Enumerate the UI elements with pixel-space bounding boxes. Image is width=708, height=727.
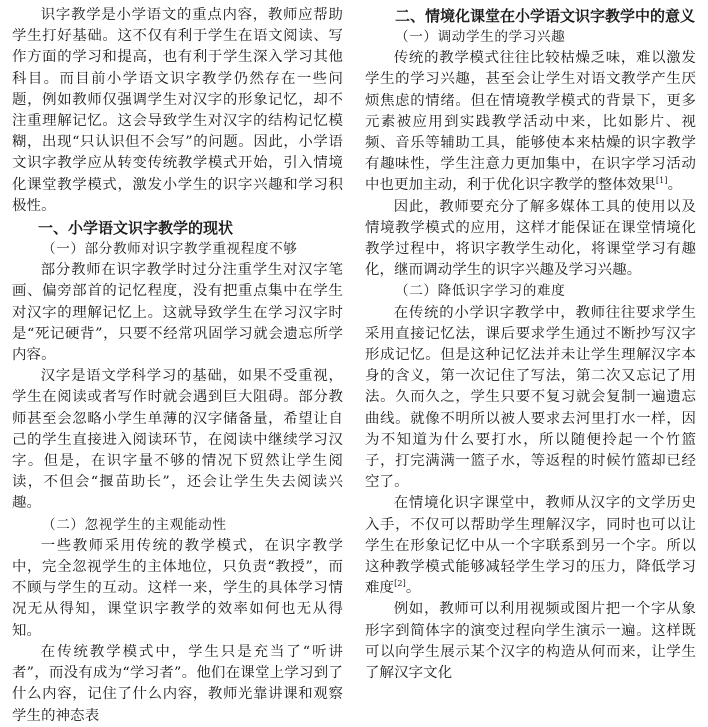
section-heading-current-status: 一、小学语文识字教学的现状	[38, 219, 234, 238]
paragraph: 例如，教师可以利用视频或图片把一个字从象形字到简体字的演变过程向学生演示一遍。这样既可以向学生展示某个汉字的构造从何而来，让学生了解汉字文化	[365, 601, 696, 682]
subheading-teacher-attention: （一）部分教师对识字教学重视程度不够	[42, 241, 298, 258]
right-column	[365, 5, 696, 684]
paragraph-end: 。	[405, 580, 421, 597]
section-heading-significance: 二、情境化课堂在小学语文识字教学中的意义	[395, 7, 696, 25]
paragraph-end: 。	[667, 177, 683, 194]
paragraph: 因此，教师要充分了解多媒体工具的使用以及情境教学模式的应用，这样才能保证在课堂情境化教学过程中，将识字教学生动化，将课堂学习有趣化，继而调动学生的识字兴趣及学习兴趣。	[365, 198, 696, 279]
paragraph: 在传统教学模式中，学生只是充当了“听讲者”，而没有成为“学习者”。他们在课堂上学习到了什么内容，记住了什么内容，教师光靠讲课和观察学生的神态表	[12, 643, 343, 724]
left-column	[12, 5, 343, 727]
paragraph-text: 传统的教学模式往往比较枯燥乏味，难以激发学生的学习兴趣，甚至会让学生对语文教学产生厌烦焦虑的情绪。但在情境教学模式的背景下，更多元素被应用到实践教学活动中来，比如影片、视频、音乐等辅助工具，能够使本来枯燥的识字教学有趣味性，学生注意力更加集中，在识字学习活动中也更加主动，利于优化识字教学的整体效果	[365, 50, 696, 194]
paragraph	[365, 48, 696, 196]
paragraph: 在传统的小学识字教学中，教师往往要求学生采用直接记忆法，课后要求学生通过不断抄写汉字形成记忆。但是这种记忆法并未让学生理解汉字本身的含义，第一次记住了写法，第二次又忘记了用法。久而久之，学生只要不复习就会复制一遍遗忘曲线。就像不明所以被人要求去河里打水一样，因为不知道为什么要打水，所以随便拎起一个竹篮子，打完满满一篮子水，等返程的时候竹篮却已经空了。	[365, 304, 696, 491]
intro-paragraph: 识字教学是小学语文的重点内容，教师应帮助学生打好基础。这不仅有利于学生在语文阅读、写作方面的学习和提高，也有利于学生深入学习其他科目。而目前小学语文识字教学仍然存在一些问题，例如教师仅强调学生对汉字的形象记忆，却不注重理解记忆。这会导致学生对汉字的结构记忆模糊，出现“只认识但不会写”的问题。因此，小学语文识字教学应从转变传统教学模式开始，引入情境化课堂教学模式，激发小学生的识字兴趣和学习积极性。	[12, 7, 343, 214]
paragraph	[365, 493, 696, 599]
subheading-student-initiative: （二）忽视学生的主观能动性	[42, 516, 227, 533]
paragraph-text: 在情境化识字课堂中，教师从汉字的文学历史入手，不仅可以帮助学生理解汉字，同时也可以让学生在形象记忆中从一个字联系到另一个字。所以这种教学模式能够减轻学生学习的压力，降低学习难度	[365, 495, 696, 597]
citation-ref-2: [2]	[394, 579, 406, 589]
paragraph: 汉字是语文学科学习的基础，如果不受重视，学生在阅读或者写作时就会遇到巨大阻碍。部分教师甚至会忽略小学生单薄的汉字储备量，希望让自己的学生直接进入阅读环节，在阅读中继续学习汉字。但是，在识字量不够的情况下贸然让学生阅读，不但会“揠苗助长”，还会让学生失去阅读兴趣。	[12, 368, 343, 512]
subheading-learning-interest: （一）调动学生的学习兴趣	[395, 29, 566, 45]
citation-ref-1: [1]	[655, 176, 668, 186]
subheading-reduce-difficulty: （二）降低识字学习的难度	[395, 283, 566, 300]
paragraph: 一些教师采用传统的教学模式，在识字教学中，完全忽视学生的主体地位，只负责“教授”，而不顾与学生的互动。这样一来，学生的具体学习情况无从得知，课堂识字教学的效率如何也无从得知。	[12, 537, 343, 639]
paragraph: 部分教师在识字教学时过分注重学生对汉字笔画、偏旁部首的记忆程度，没有把重点集中在学生对汉字的理解记忆上。这就导致学生在学习汉字时是“死记硬背”，只要不经常巩固学习就会遗忘所学内容。	[12, 262, 343, 364]
